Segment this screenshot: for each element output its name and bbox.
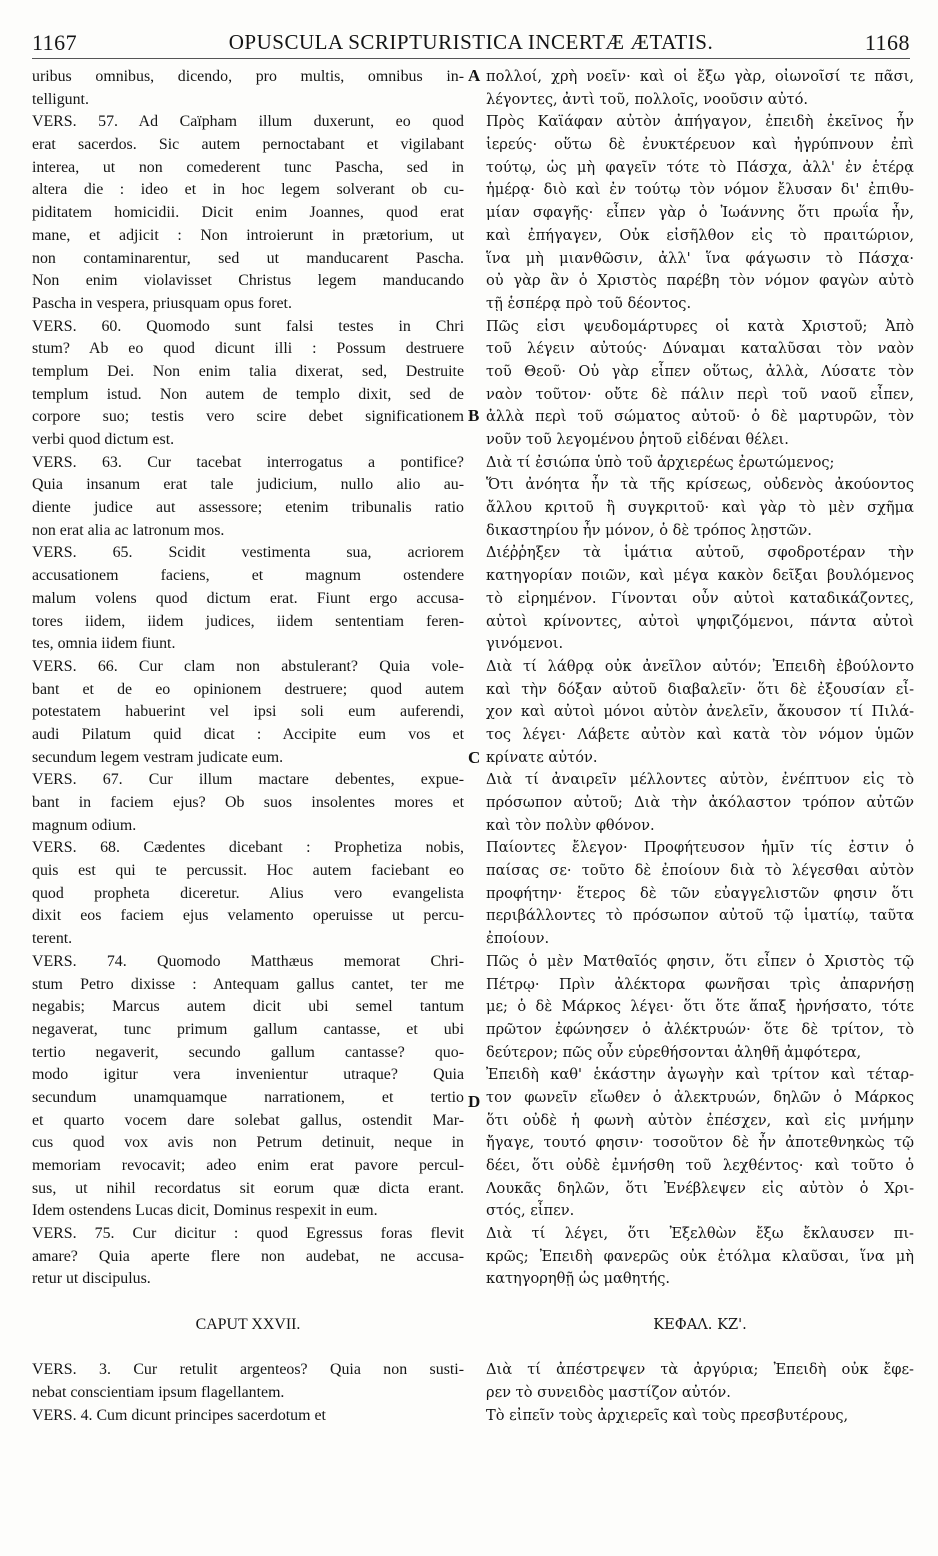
text-line: λέγοντες, ἀντὶ τοῦ, πολλοῖς, νοοῦσιν αὐτό. xyxy=(486,90,809,108)
text-line: accusationem faciens, et magnum ostendere xyxy=(32,567,464,585)
blank-line xyxy=(486,1337,914,1360)
text-line: Διὰ τί λέγει, ὅτι Ἐξελθὼν ἔξω ἔκλαυσεν πι- xyxy=(486,1225,914,1243)
text-line: templum istud. Non autem de templo dixit, sed de xyxy=(32,385,464,403)
text-line: τοῦ λέγειν αὐτούς· Δύναμαι καταλῦσαι τὸν ναὸν xyxy=(486,340,914,358)
text-line: οὐ γὰρ ἂν ὁ Χριστὸς παρέβη τὸν νόμον φαγὼν αὐτὸ xyxy=(486,272,914,290)
text-line: Non enim violavisset Christus legem manducando xyxy=(32,272,464,290)
text-line: δεύτερον; πῶς οὖν εὑρεθήσονται ἀληθῆ ἀμφότερα, xyxy=(486,1043,862,1061)
text-line: secundum legem vestram judicate eum. xyxy=(32,748,284,766)
text-line: Παίοντες ἔλεγον· Προφήτευσον ἡμῖν τίς ἐστιν ὁ xyxy=(486,839,914,857)
text-line: non contaminarentur, sed ut manducarent Pascha. xyxy=(32,249,464,267)
text-line: ρεν τὸ συνειδὸς μαστίζον αὐτόν. xyxy=(486,1383,731,1401)
text-line: quod propheta diceretur. Alius vero evangelista xyxy=(32,884,464,902)
text-line: Πῶς ὁ μὲν Ματθαῖός φησιν, ὅτι εἶπεν ὁ Χριστὸς τῷ xyxy=(486,952,914,970)
text-line: κρίνατε αὐτόν. xyxy=(486,748,598,766)
page-number-left: 1167 xyxy=(32,30,78,55)
blank-line xyxy=(486,1291,914,1314)
text-line: interea, ut non comederent tunc Pascha, sed in xyxy=(32,158,464,176)
text-line: piditatem homicidii. Dicit enim Joannes, quod erat xyxy=(32,204,464,222)
text-line: Quia insanum erat tale judicium, nullo alio au- xyxy=(32,476,464,494)
text-line: τούτῳ, ὡς μὴ φαγεῖν τότε τὸ Πάσχα, ἀλλ' ἐν ἑτέρᾳ xyxy=(486,158,914,176)
text-line: τοῦ Θεοῦ· Οὐ γὰρ εἶπεν οὕτως, ἀλλὰ, Λύσατε τὸν xyxy=(486,362,914,380)
text-line: περιβάλλοντες τὸ πρόσωπον αὐτοῦ τῷ ἱματίῳ, ταῦτα xyxy=(486,907,914,925)
text-line: μίαν σφαγῆς· εἶπεν γὰρ ὁ Ἰωάννης ὅτι πρωΐα ἦν, xyxy=(486,204,914,222)
running-header xyxy=(32,24,910,59)
text-line: tertio negaverit, secundo gallum cantasse? quo- xyxy=(32,1043,464,1061)
text-line: ἤγαγε, τουτό φησιν· τοσοῦτον δὲ ἦν ἀποτεθνηκὼς τῷ xyxy=(486,1134,914,1152)
text-line: κατηγορηθῇ ὡς μαθητής. xyxy=(486,1270,671,1288)
text-line: Idem ostendens Lucas dicit, Dominus respexit in eum. xyxy=(32,1202,378,1220)
chapter-heading: ΚΕΦΑΛ. ΚΖ'. xyxy=(653,1315,747,1333)
section-marker-c: C xyxy=(468,748,481,767)
text-line: altera die : ideo et in hoc legem solverant ob cu- xyxy=(32,181,464,199)
text-line: καὶ τὸν πολὺν φθόνον. xyxy=(486,816,655,834)
text-line: Pascha in vespera, priusquam opus foret. xyxy=(32,294,292,312)
text-line: sus, ut nihil recordatus sit eorum quæ dicta erant. xyxy=(32,1179,464,1197)
page-number-right: 1168 xyxy=(864,30,910,55)
text-line: stum Petro dixisse : Antequam gallus cantet, ter me xyxy=(32,975,464,993)
text-line: ἄλλου κριτοῦ ἢ συγκριτοῦ· καὶ γὰρ τὸ μὲν σχῆμα xyxy=(486,499,914,517)
text-line: tores iidem, iidem judices, iidem sententiam feren- xyxy=(32,612,464,630)
text-line: πρῶτον ἐφώνησεν ὁ ἀλέκτρυών· ὅτε δὲ τρίτον, τὸ xyxy=(486,1020,914,1038)
text-line: audi Pilatum quid dicat : Accipite eum vos et xyxy=(32,725,464,743)
text-line: malum volens quod dictum erat. Fiunt ergo accusa- xyxy=(32,589,464,607)
text-line: erat sacerdos. Sic autem pernoctabant et vigilabant xyxy=(32,136,464,154)
text-line: Λουκᾶς δηλῶν, ὅτι Ἐνέβλεψεν εἰς αὐτὸν ὁ Χρι- xyxy=(486,1179,914,1197)
greek-column xyxy=(486,66,914,1427)
text-line: negabis; Marcus autem dicit ubi semel tantum xyxy=(32,998,464,1016)
text-line: με; ὁ δὲ Μάρκος λέγει· ὅτι ὅτε ἅπαξ ἠρνήσατο, τότε xyxy=(486,998,914,1016)
text-line: VERS. 65. Scidit vestimenta sua, acriorem xyxy=(32,544,464,562)
text-line: πολλοί, χρὴ νοεῖν· καὶ οἱ ἔξω γὰρ, οἰωνοῖσί τε πᾶσι, xyxy=(486,68,914,85)
text-line: Διέῤῥηξεν τὰ ἱμάτια αὐτοῦ, σφοδροτέραν τὴν xyxy=(486,544,914,562)
text-line: VERS. 63. Cur tacebat interrogatus a pontifice? xyxy=(32,453,464,471)
text-line: templum Dei. Non enim talia dixerat, sed, Destruite xyxy=(32,362,464,380)
text-line: νοῦν τοῦ λεγομένου ῥητοῦ εἰδέναι θέλει. xyxy=(486,431,789,448)
text-line: Διὰ τί ἀπέστρεψεν τὰ ἀργύρια; Ἐπειδὴ οὐκ ἔφε- xyxy=(486,1361,914,1379)
text-line: τον φωνεῖν εἴωθεν ὁ ἀλεκτρυών, δηλῶν ὁ Μάρκος xyxy=(486,1088,914,1106)
text-line: ἵνα μὴ μιανθῶσιν, ἀλλ' ἵνα φάγωσιν τὸ Πάσχα· xyxy=(486,249,914,267)
text-line: τος λέγει· Λάβετε αὐτὸν καὶ κατὰ τὸν νόμον ὑμῶν xyxy=(486,725,914,743)
text-line: memoriam revocavit; adeo enim erat pavore percul- xyxy=(32,1157,464,1174)
text-line: dixit eos faciem ejus velamento operuisse ut percu- xyxy=(32,907,464,925)
text-line: non erat alia ac latronum mos. xyxy=(32,521,225,539)
text-line: καὶ ἐπήγαγεν, Οὐκ εἰσῆλθον εἰς τὸ πραιτώριον, xyxy=(486,226,914,244)
text-line: VERS. 4. Cum dicunt principes sacerdotum et xyxy=(32,1406,326,1424)
text-line: ὅτι οὐδὲ ἡ φωνὴ αὐτὸν ἐπέσχεν, καὶ εἰς μνήμην xyxy=(486,1111,914,1129)
blank-line xyxy=(32,1337,464,1360)
text-line: τῇ ἑσπέρᾳ πρὸ τοῦ δέοντος. xyxy=(486,294,692,312)
text-line: verbi quod dictum est. xyxy=(32,431,175,448)
text-line: Ὅτι ἀνόητα ἦν τὰ τῆς κρίσεως, οὐδενὸς ἀκούοντος xyxy=(486,476,914,494)
text-line: VERS. 68. Cædentes dicebant : Prophetiza nobis, xyxy=(32,839,464,857)
running-title: OPUSCULA SCRIPTURISTICA INCERTÆ ÆTATIS. xyxy=(228,30,714,54)
text-line: Διὰ τί ἐσιώπα ὑπὸ τοῦ ἀρχιερέως ἐρωτώμενος; xyxy=(486,453,835,471)
section-marker-d: D xyxy=(468,1092,481,1111)
text-line: ἀλλὰ περὶ τοῦ σώματος αὐτοῦ· ὁ δὲ μαρτυρῶν, τὸν xyxy=(486,408,914,426)
text-line: ἐποίουν. xyxy=(486,930,550,948)
text-line: αὐτοὶ κρίνοντες, αὐτοὶ ψηφιζόμενοι, πάντα αὐτοὶ xyxy=(486,612,914,630)
text-line: cus quod vox avis non Petrum detinuit, neque in xyxy=(32,1134,464,1152)
text-line: negaverat, tunc primum gallum cantasse, et ubi xyxy=(32,1020,464,1038)
text-line: diente judice aut assessore; etenim tribunalis ratio xyxy=(32,499,464,517)
text-line: bant et de eo opinionem destruere; quod autem xyxy=(32,680,464,698)
text-line: τὸ εἰρημένον. Γίνονται οὖν αὐτοὶ καταδικάζοντες, xyxy=(486,589,914,607)
text-line: καὶ τὴν δόξαν αὐτοῦ διαβαλεῖν· ὅτι δὲ ἐξουσίαν εἶ- xyxy=(486,680,914,698)
text-line: modo igitur vera invenientur utraque? Quia xyxy=(32,1066,464,1084)
blank-line xyxy=(32,1291,464,1314)
text-line: Τὸ εἰπεῖν τοὺς ἀρχιερεῖς καὶ τοὺς πρεσβυτέρους, xyxy=(486,1406,849,1424)
text-line: Διὰ τί ἀναιρεῖν μέλλοντες αὐτὸν, ἐνέπτυον εἰς τὸ xyxy=(486,771,914,789)
text-line: Διὰ τί λάθρᾳ οὐκ ἀνεῖλον αὐτόν; Ἐπειδὴ ἐβούλοντο xyxy=(486,657,914,675)
text-line: VERS. 67. Cur illum mactare debentes, expue- xyxy=(32,771,464,789)
text-line: χον καὶ αὐτοὶ μόνοι αὐτὸν ἀνελεῖν, ἄκουσον τί Πιλά- xyxy=(486,703,914,721)
text-line: telligunt. xyxy=(32,90,89,108)
text-line: VERS. 74. Quomodo Matthæus memorat Chri- xyxy=(32,952,464,970)
text-line: Πῶς εἰσι ψευδομάρτυρες οἱ κατὰ Χριστοῦ; Ἀπὸ xyxy=(486,317,914,335)
text-line: uribus omnibus, dicendo, pro multis, omnibus in- xyxy=(32,68,464,85)
text-line: nebat conscientiam ipsum flagellantem. xyxy=(32,1383,285,1401)
text-line: VERS. 75. Cur dicitur : quod Egressus foras flevit xyxy=(32,1225,464,1243)
text-line: VERS. 66. Cur clam non abstulerant? Quia vole- xyxy=(32,657,464,675)
text-line: magnum odium. xyxy=(32,816,137,834)
text-line: ἡμέρᾳ· διὸ καὶ ἐν τούτῳ τὸν νόμον ἔλυσαν δι' ἐπιθυ- xyxy=(486,181,914,199)
text-line: VERS. 60. Quomodo sunt falsi testes in Chri xyxy=(32,317,464,335)
text-line: mane, et adjicit : Non introierunt in prætorium, ut xyxy=(32,226,464,244)
text-line: quis est qui te percussit. Hoc autem faciebant eo xyxy=(32,862,464,880)
text-line: κατηγορίαν ποιῶν, καὶ μέγα κακὸν δεῖξαι βουλόμενος xyxy=(486,567,914,585)
text-line: corpore suo; testis vero scire debet significationem xyxy=(32,408,464,426)
text-line: tes, omnia iidem fiunt. xyxy=(32,635,176,653)
text-line: παίσας σε· τοῦτο δὲ ἐποίουν διὰ τὸ λέγεσθαι αὐτὸν xyxy=(486,862,914,880)
text-line: amare? Quia aperte flere non audebat, ne accusa- xyxy=(32,1247,464,1265)
text-line: δέει, ὅτι οὐδὲ ἐμνήσθη τοῦ λεχθέντος· καὶ τοῦτο ὁ xyxy=(486,1157,914,1174)
section-marker-a: A xyxy=(468,66,481,85)
text-line: γινόμενοι. xyxy=(486,635,564,653)
section-marker-b: B xyxy=(468,406,480,425)
text-line: Πρὸς Καϊάφαν αὐτὸν ἀπήγαγον, ἐπειδὴ ἐκεῖνος ἦν xyxy=(486,113,914,131)
text-line: στός, εἶπεν. xyxy=(486,1202,575,1220)
text-line: VERS. 3. Cur retulit argenteos? Quia non susti- xyxy=(32,1361,464,1379)
latin-column xyxy=(32,66,464,1427)
text-line: potestatem habuerint vel ipsi soli eum auferendi, xyxy=(32,703,464,721)
text-line: κρῶς; Ἐπειδὴ φανερῶς οὐκ ἐτόλμα κλαῦσαι, ἵνα μὴ xyxy=(486,1247,914,1265)
text-line: Πέτρῳ· Πρὶν ἀλέκτορα φωνῆσαι τρὶς ἀπαρνήσῃ xyxy=(486,975,914,993)
text-line: ναὸν τοῦτον· οὔτε δὲ πάλιν περὶ τοῦ ναοῦ εἶπεν, xyxy=(486,385,914,403)
text-line: πρόσωπον αὐτοῦ; Διὰ τὴν ἀκόλαστον τρόπον αὐτῶν xyxy=(486,794,914,811)
text-line: VERS. 57. Ad Caïpham illum duxerunt, eo quod xyxy=(32,113,464,131)
text-line: terent. xyxy=(32,930,73,948)
text-line: δικαστηρίου ἦν μόνον, ὁ δὲ τρόπος λῃστῶν. xyxy=(486,521,812,539)
chapter-heading: CAPUT XXVII. xyxy=(195,1315,301,1333)
text-line: retur ut discipulus. xyxy=(32,1270,151,1288)
text-line: bant in faciem ejus? Ob suos insolentes mores et xyxy=(32,794,464,811)
text-line: Ἐπειδὴ καθ' ἑκάστην ἀγωγὴν καὶ τρίτον καὶ τέταρ- xyxy=(486,1066,914,1084)
text-line: et quarto vocem dare solebat gallus, ostendit Mar- xyxy=(32,1111,464,1129)
text-line: stum? Ab eo quod dicunt illi : Possum destruere xyxy=(32,340,464,358)
text-line: secundum unamquamque narrationem, et tertio xyxy=(32,1088,464,1106)
text-line: ἱερεύς· οὕτω δὲ ἐνυκτέρευον καὶ ἠγρύπνουν ἐπὶ xyxy=(486,136,914,154)
text-line: προφήτην· ἕτερος δὲ τῶν εὐαγγελιστῶν φησιν ὅτι xyxy=(486,884,914,902)
